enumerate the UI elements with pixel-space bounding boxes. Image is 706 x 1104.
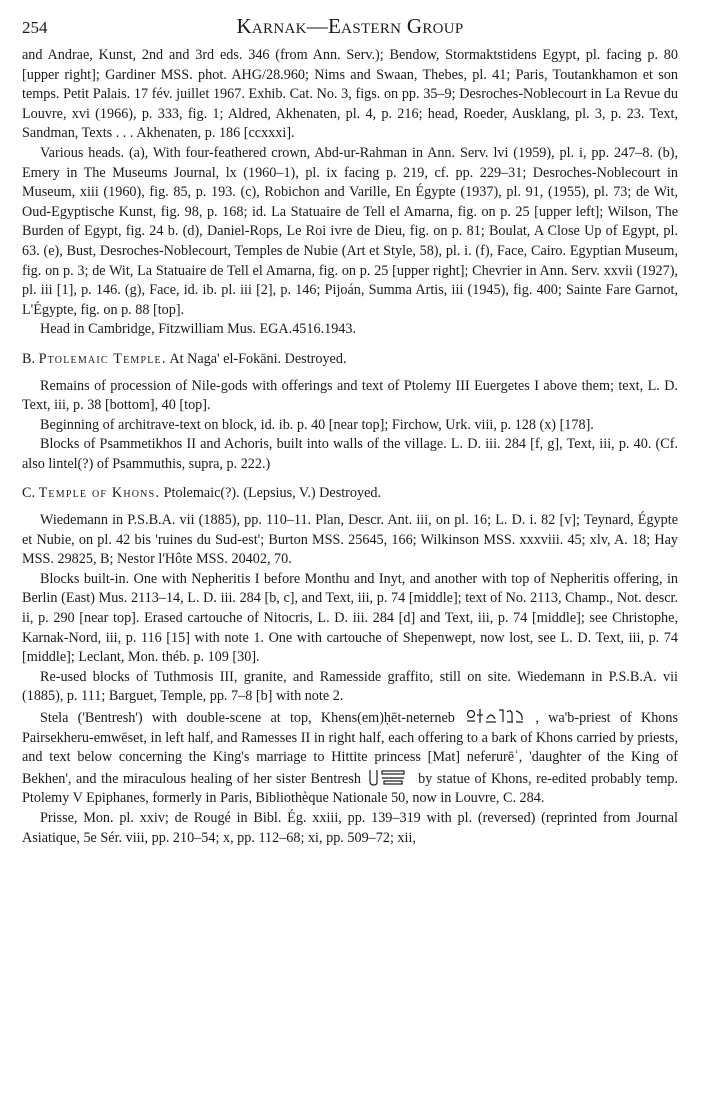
stela-text-part1: Stela ('Bentresh') with double-scene at top, Khens(em)ḥēt-neterneb xyxy=(40,710,455,726)
section-title: Temple of Khons. xyxy=(38,485,161,502)
paragraph-nile-gods: Remains of procession of Nile-gods with offerings and text of Ptolemy III Euergetes I above them; text, L. D. Text, iii, p. 38 [bottom], 40 [top]. xyxy=(22,377,678,414)
section-letter: C. xyxy=(22,485,36,502)
section-heading-c xyxy=(22,484,678,504)
paragraph-continuation: and Andrae, Kunst, 2nd and 3rd eds. 346 (from Ann. Serv.); Bendow, Stormaktstidens Egypt, pl. facing p. 80 [upper right]; Gardiner MSS. phot. AHG/28.960; Nims and Swaan, Thebes, pl. 41; Paris, Toutankhamon et son temps. Petit Palais. 17 fév. juillet 1967. Exhib. Cat. No. 3, figs. on pp. 35–9; Desroches-Noblecourt in La Revue du Louvre, xvi (1966), p. 333, fig. 1; Aldred, Akhenaten, pl. 4, p. 216; head, Roeder, Ausklang, pl. 3, p. 23. Text, Sandman, Texts . . . Akhenaten, p. 186 [ccxxxi]. xyxy=(22,47,678,142)
paragraph-architrave: Beginning of architrave-text on block, id. ib. p. 40 [near top]; Firchow, Urk. viii, p. 128 (x) [178]. xyxy=(40,416,594,433)
paragraph-blocks-built-in: Blocks built-in. One with Nepheritis I before Monthu and Inyt, and another with top of Nepheritis offering, in Berlin (East) Mus. 2113–14, L. D. iii. 284 [b, c], and Text, iii, p. 74 [middle]; text of No. 2113, Champ., Not. descr. ii, p. 290 [near top]. Erased cartouche of Nitocris, L. D. iii. 284 [d] and Text, iii, p. 74 [middle]; see Christophe, Karnak-Nord, iii, p. 116 [15] with note 1. One with cartouche of Shepenwept, now lost, see L. D. Text, iii, p. 74 [middle]; Leclant, Mon. théb. p. 109 [30]. xyxy=(22,570,678,666)
section-letter: B. xyxy=(22,350,36,367)
paragraph-bentresh-stela xyxy=(22,707,678,809)
section-heading-b xyxy=(22,350,678,370)
hieroglyph-bentresh-icon xyxy=(368,768,412,786)
page-header xyxy=(22,12,678,46)
hieroglyph-name-icon xyxy=(466,707,524,725)
section-title: Ptolemaic Temple. xyxy=(38,350,167,367)
paragraph-psammetikhos-blocks: Blocks of Psammetikhos II and Achoris, built into walls of the village. L. D. iii. 284 [f, g], Text, iii, p. 40. (Cf. also lintel(?) of Psammuthis, supra, p. 222.) xyxy=(22,436,678,472)
stela-text-part2: , wa'b-priest of Khons Pairsekheru-emwēset, in left half, and Ramesses II in right half, each offering to a bark of Khons carried by priests, and text below concerning the King's marriage to Hittite princess [Mat] neferurēʿ, 'daughter of the King of Bekhen', and the miraculous healing of her sister Bentresh xyxy=(22,710,679,787)
page-body xyxy=(22,46,678,848)
section-subtitle: At Naga' el-Fokāni. Destroyed. xyxy=(169,350,347,367)
paragraph-reused-blocks: Re-used blocks of Tuthmosis III, granite, and Ramesside graffito, still on site. Wiedemann in P.S.B.A. vii (1885), p. 111; Barguet, Temple, pp. 7–8 [b] with note 2. xyxy=(22,668,678,705)
paragraph-cambridge-head: Head in Cambridge, Fitzwilliam Mus. EGA.4516.1943. xyxy=(40,321,357,338)
paragraph-various-heads: Various heads. (a), With four-feathered crown, Abd-ur-Rahman in Ann. Serv. lvi (1959), pl. i, pp. 247–8. (b), Emery in The Museums Journal, lx (1960–1), pl. ix facing p. 219, cf. pp. 229–31; Desroches-Noblecourt in Museum, xiii (1960), fig. 85, p. 193. (c), Robichon and Varille, En Égypte (1937), pl. 91, (1955), pl. 73; de Wit, Oud-Egyptische Kunst, fig. 98, p. 168; id. La Statuaire de Tell el Amarna, fig. on p. 25 [upper left]; Wilson, The Burden of Egypt, fig. 24 b. (d), Daniel-Rops, Le Roi ivre de Dieu, fig. on p. 81; Boulat, A Close Up of Egypt, pl. 63. (e), Bust, Desroches-Noblecourt, Temples de Nubie (Art et Style, 58), pl. i. (f), Face, Cairo. Egyptian Museum, fig. on p. 3; de Wit, La Statuaire de Tell el Amarna, fig. on p. 25 [upper right]; Chevrier in Ann. Serv. xxvii (1927), pl. iii [1], p. 146. (g), Face, id. ib. pl. iii [2], p. 146; Pijoán, Summa Artis, iii (1945), fig. 400; Sainte Fare Garnot, L'Égypte, fig. on p. 88 [top]. xyxy=(22,144,678,318)
page-number: 254 xyxy=(22,18,48,37)
section-subtitle: Ptolemaic(?). (Lepsius, V.) Destroyed. xyxy=(163,485,382,502)
stela-text-part3: by statue of Khons, re-edited probably temp. Ptolemy V Epiphanes, formerly in Paris, Bibliothèque Nationale 50, now in Louvre, C. 284. xyxy=(22,770,679,807)
running-title: Karnak—Eastern Group xyxy=(236,14,464,38)
paragraph-prisse-references: Prisse, Mon. pl. xxiv; de Rougé in Bibl. Ég. xxiii, pp. 139–319 with pl. (reversed) (reprinted from Journal Asiatique, 5e Sér. viii, pp. 210–54; x, pp. 112–68; xi, pp. 509–72; xii, xyxy=(22,809,678,846)
paragraph-wiedemann: Wiedemann in P.S.B.A. vii (1885), pp. 110–11. Plan, Descr. Ant. iii, on pl. 16; L. D. i. 82 [v]; Teynard, Égypte et Nubie, on pl. 42 bis 'ruines du Sud-est'; Burton MSS. 25645, 166; Wilkinson MSS. xxxviii. 45; xlv, A. 18; Hay MSS. 29825, B; Nestor l'Hôte MSS. 20402, 70. xyxy=(22,512,678,568)
